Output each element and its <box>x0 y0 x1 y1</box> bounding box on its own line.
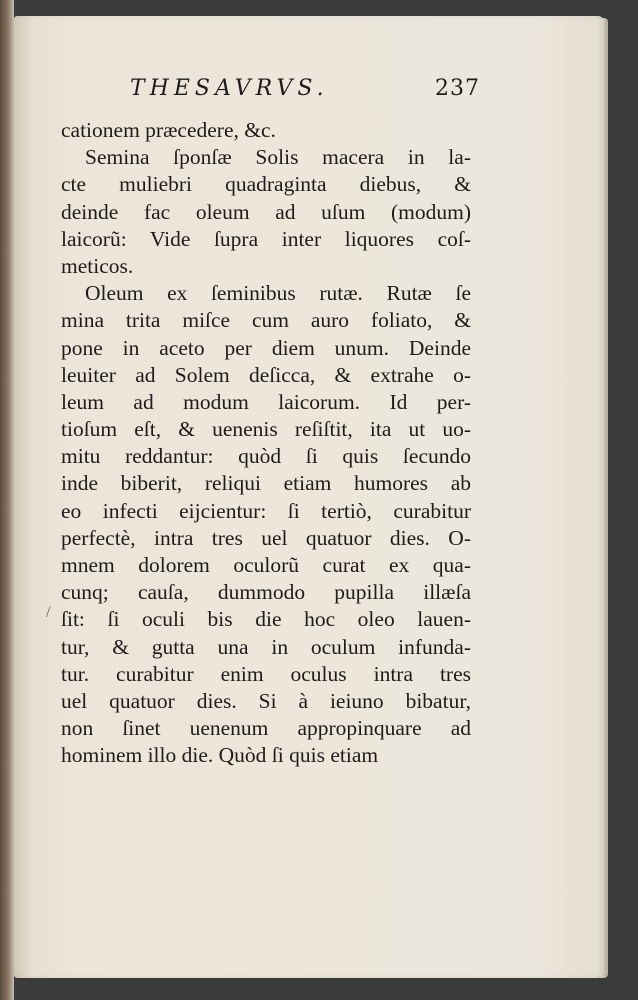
text-line: Oleum ex ſeminibus rutæ. Rutæ ſe <box>85 281 471 306</box>
text-line: hominem illo die. Quòd ſi quis etiam <box>61 743 379 768</box>
text-line: tur, & gutta una in oculum infunda- <box>61 634 471 659</box>
text-line: meticos. <box>61 253 134 278</box>
text-line: laicorũ: Vide ſupra inter liquores coſ- <box>61 226 471 251</box>
text-line: leum ad modum laicorum. Id per- <box>61 389 471 414</box>
page-number: 237 <box>435 76 480 101</box>
text-line: mnem dolorem oculorũ curat ex qua- <box>61 553 471 577</box>
text-line: cunq; cauſa, dummodo pupilla illæſa <box>61 580 471 605</box>
running-head: THESAVRVS. <box>130 76 329 101</box>
text-line: pone in aceto per diem unum. Deinde <box>61 335 471 360</box>
previous-page-edge <box>0 0 14 1000</box>
text-line: uel quatuor dies. Si à ieiuno bibatur, <box>61 688 471 713</box>
body-text <box>61 117 471 770</box>
text-line: perfectè, intra tres uel quatuor dies. O- <box>61 525 471 550</box>
text-line: tur. curabitur enim oculus intra tres <box>61 661 471 686</box>
margin-mark: / <box>46 604 51 621</box>
page-header <box>130 76 480 106</box>
text-line: cte muliebri quadraginta diebus, & <box>61 172 471 197</box>
text-line: non ſinet uenenum appropinquare ad <box>61 716 471 741</box>
text-line: inde biberit, reliqui etiam humores ab <box>61 471 471 496</box>
text-line: mitu reddantur: quòd ſi quis ſecundo <box>61 444 471 469</box>
text-line: leuiter ad Solem deſicca, & extrahe o- <box>61 362 471 387</box>
text-line: eo infecti eijcientur: ſi tertiò, curabitur <box>61 498 471 523</box>
text-line: cationem præcedere, &c. <box>61 118 276 142</box>
text-line: Semina ſponſæ Solis macera in la- <box>85 145 471 170</box>
text-line: deinde fac oleum ad uſum (modum) <box>61 199 471 224</box>
text-line: ſit: ſi oculi bis die hoc oleo lauen- <box>61 607 471 632</box>
book-page <box>14 16 604 978</box>
text-line: tioſum eſt, & uenenis reſiſtit, ita ut uo- <box>61 417 471 442</box>
text-line: mina trita miſce cum auro foliato, & <box>61 308 471 333</box>
